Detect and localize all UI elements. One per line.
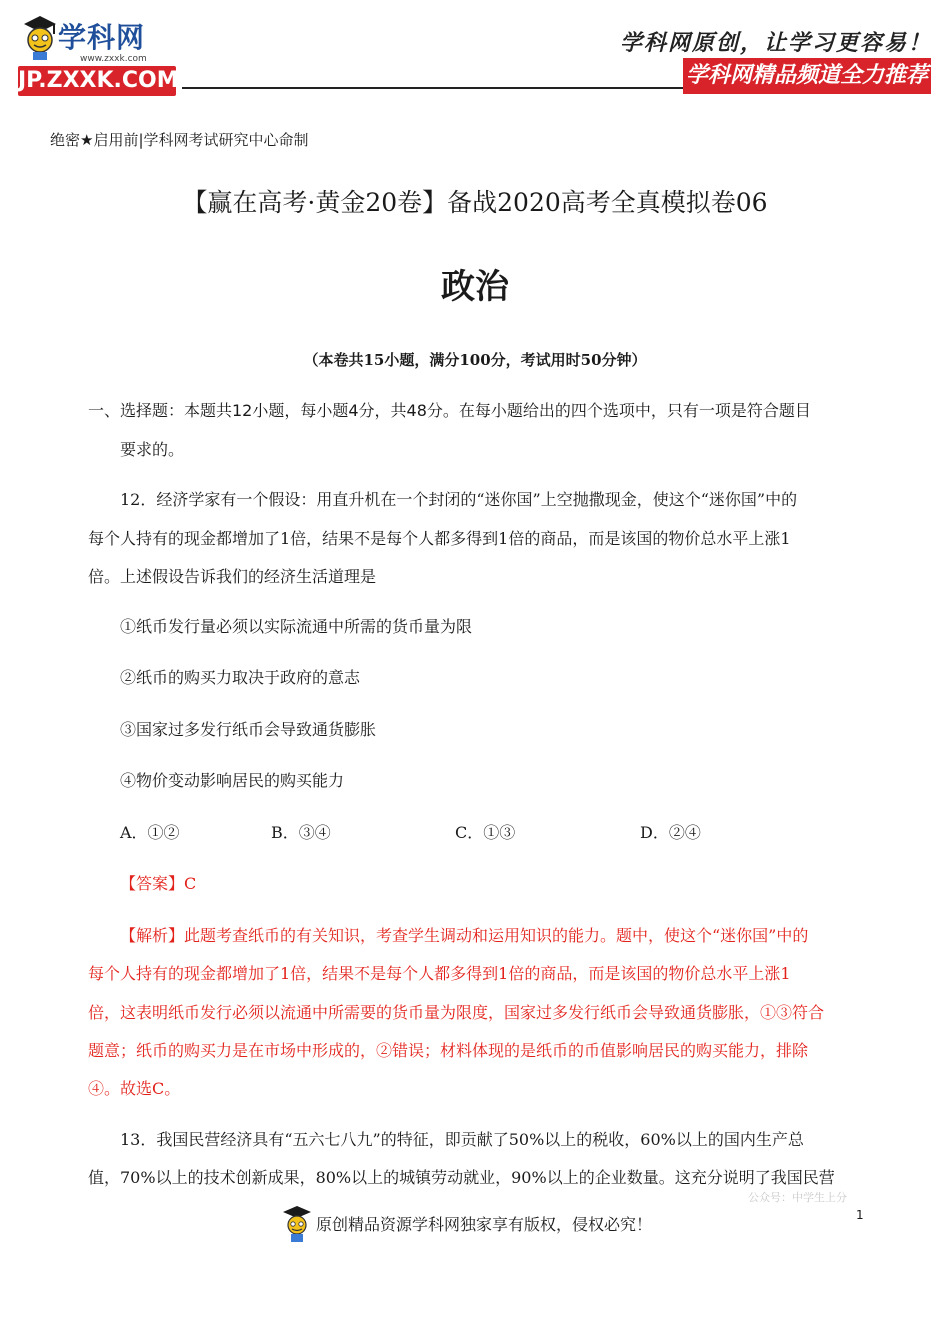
slogan: 学科网原创，让学习更容易！ [619, 31, 932, 56]
q12-statement: ①纸币发行量必须以实际流通中所需的货币量为限 [120, 617, 473, 636]
q13-stem-line: 值，70%以上的技术创新成果，80%以上的城镇劳动就业，90%以上的企业数量。这充分说明了我国民营 [88, 1168, 835, 1187]
channel-banner[interactable]: 学科网精品频道全力推荐 [683, 58, 931, 94]
q13-stem-line: 13．我国民营经济具有“五六七八九”的特征，即贡献了50%以上的税收，60%以上的国内生产总 [120, 1130, 804, 1149]
q12-option-c: C．①③ [455, 823, 516, 842]
section-heading-cont: 要求的。 [120, 440, 185, 459]
mascot-icon [280, 1204, 314, 1244]
q12-analysis-line: ④。故选C。 [88, 1079, 181, 1098]
section-heading: 一、选择题：本题共12小题，每小题4分，共48分。在每小题给出的四个选项中，只有一项是符合题目 [88, 401, 811, 420]
mascot-icon [20, 14, 60, 62]
q12-statement: ③国家过多发行纸币会导致通货膨胀 [120, 720, 377, 739]
page-title: 【赢在高考·黄金20卷】备战2020高考全真模拟卷06 [182, 188, 768, 217]
copyright-notice: 原创精品资源学科网独家享有版权，侵权必究！ [316, 1215, 653, 1234]
q12-option-b: B．③④ [271, 823, 331, 842]
watermark: 公众号：中学生上分 [748, 1191, 847, 1204]
q12-analysis-line: 题意；纸币的购买力是在市场中形成的，②错误；材料体现的是纸币的币值影响居民的购买能力，排除 [88, 1041, 809, 1060]
q12-statement: ②纸币的购买力取决于政府的意志 [120, 668, 361, 687]
q12-stem-line: 每个人持有的现金都增加了1倍，结果不是每个人都多得到1倍的商品，而是该国的物价总水平上涨1 [88, 529, 791, 548]
logo-band: JP.ZXXK.COM [18, 66, 176, 96]
q12-option-d: D．②④ [640, 823, 701, 842]
q12-stem-line: 倍。上述假设告诉我们的经济生活道理是 [88, 567, 377, 586]
q12-stem-line: 12．经济学家有一个假设：用直升机在一个封闭的“迷你国”上空抛撒现金，使这个“迷你国”中的 [120, 490, 798, 509]
q12-option-a: A．①② [120, 823, 180, 842]
q12-analysis-line: 倍，这表明纸币发行必须以流通中所需要的货币量为限度，国家过多发行纸币会导致通货膨胀，①③符合 [88, 1003, 825, 1022]
q12-statement: ④物价变动影响居民的购买能力 [120, 771, 345, 790]
exam-info: （本卷共15小题，满分100分，考试用时50分钟） [303, 351, 647, 369]
header-divider [182, 87, 752, 89]
site-logo[interactable] [18, 14, 183, 96]
logo-text: 学科网 [58, 21, 146, 54]
secret-line: 绝密★启用前|学科网考试研究中心命制 [50, 131, 309, 149]
page-number: 1 [856, 1208, 864, 1222]
logo-url: www.zxxk.com [80, 54, 147, 64]
subject-heading: 政治 [441, 267, 509, 307]
q12-answer: 【答案】C [120, 874, 197, 893]
q12-analysis-line: 每个人持有的现金都增加了1倍，结果不是每个人都多得到1倍的商品，而是该国的物价总水平上涨1 [88, 964, 791, 983]
q12-analysis-line: 【解析】此题考查纸币的有关知识，考查学生调动和运用知识的能力。题中，使这个“迷你国”中的 [120, 926, 809, 945]
